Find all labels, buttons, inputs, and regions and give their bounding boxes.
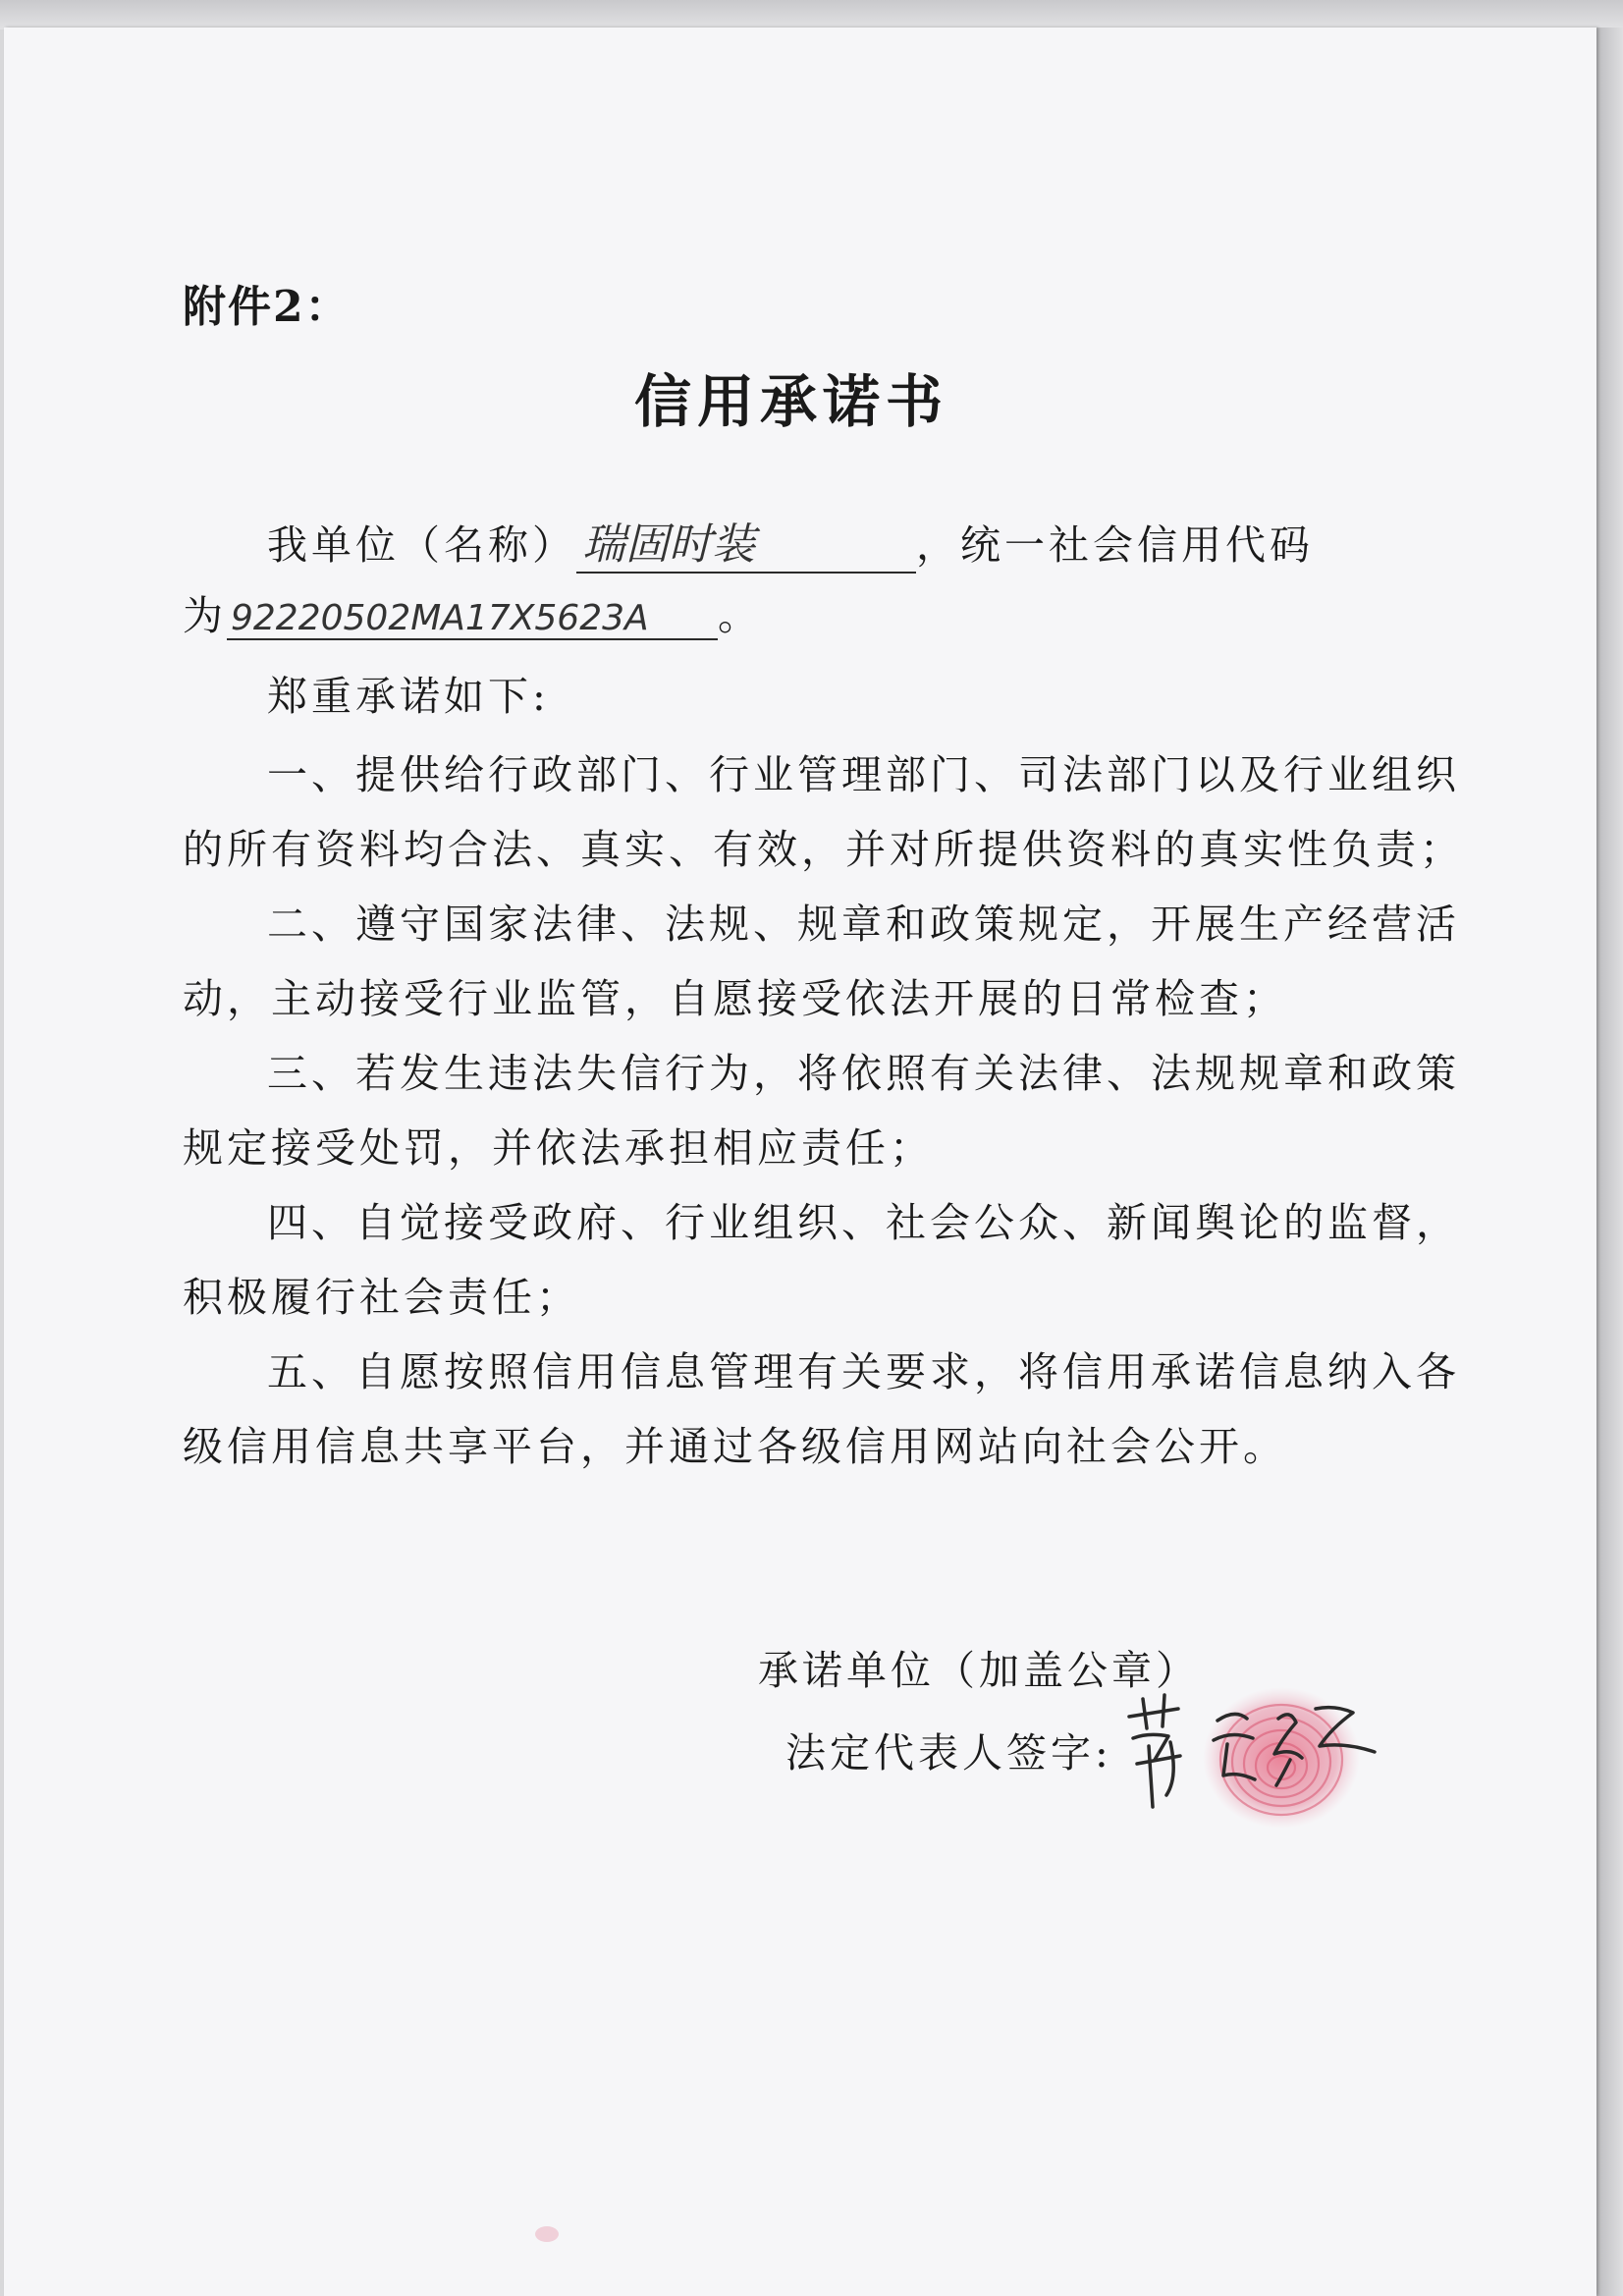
promise-item-5-line-2: 级信用信息共享平台，并通过各级信用网站向社会公开。 bbox=[183, 1423, 1287, 1470]
intro-prefix: 我单位（名称） bbox=[267, 521, 576, 569]
attachment-label: 附件2： bbox=[183, 282, 351, 332]
promise-heading: 郑重承诺如下: bbox=[267, 673, 550, 720]
promise-item-4-line-2: 积极履行社会责任； bbox=[183, 1274, 580, 1321]
promise-item-4-line-1: 四、自觉接受政府、行业组织、社会公众、新闻舆论的监督， bbox=[267, 1199, 1460, 1246]
promise-item-3-line-1: 三、若发生违法失信行为，将依照有关法律、法规规章和政策 bbox=[267, 1050, 1460, 1097]
handwritten-credit-code: 92220502MA17X5623A bbox=[227, 598, 718, 640]
promise-item-2-line-1: 二、遵守国家法律、法规、规章和政策规定，开展生产经营活 bbox=[267, 901, 1460, 948]
intro-mid: ，统一社会信用代码 bbox=[916, 521, 1314, 569]
promise-item-1-line-1: 一、提供给行政部门、行业管理部门、司法部门以及行业组织 bbox=[267, 751, 1460, 798]
faint-red-mark bbox=[530, 2221, 564, 2247]
document-title: 信用承诺书 bbox=[634, 368, 949, 435]
intro-line-2 bbox=[183, 583, 762, 641]
promise-item-1-line-2: 的所有资料均合法、真实、有效，并对所提供资料的真实性负责； bbox=[183, 826, 1464, 873]
intro-line2-suffix: 。 bbox=[718, 592, 762, 639]
intro-line-1 bbox=[267, 509, 1314, 574]
scan-right-edge bbox=[1596, 27, 1623, 2296]
scan-top-shadow bbox=[0, 0, 1623, 29]
legal-rep-label: 法定代表人签字: bbox=[785, 1729, 1112, 1777]
promise-item-5-line-1: 五、自愿按照信用信息管理有关要求，将信用承诺信息纳入各 bbox=[267, 1348, 1460, 1395]
intro-line2-prefix: 为 bbox=[183, 592, 227, 639]
promise-item-3-line-2: 规定接受处罚，并依法承担相应责任； bbox=[183, 1124, 934, 1172]
handwritten-unit-name: 瑞固时装 bbox=[576, 509, 916, 574]
legal-rep-signature bbox=[1109, 1669, 1394, 1836]
promise-item-2-line-2: 动，主动接受行业监管，自愿接受依法开展的日常检查； bbox=[183, 975, 1287, 1022]
signing-unit-label: 承诺单位（加盖公章） bbox=[758, 1647, 1200, 1694]
